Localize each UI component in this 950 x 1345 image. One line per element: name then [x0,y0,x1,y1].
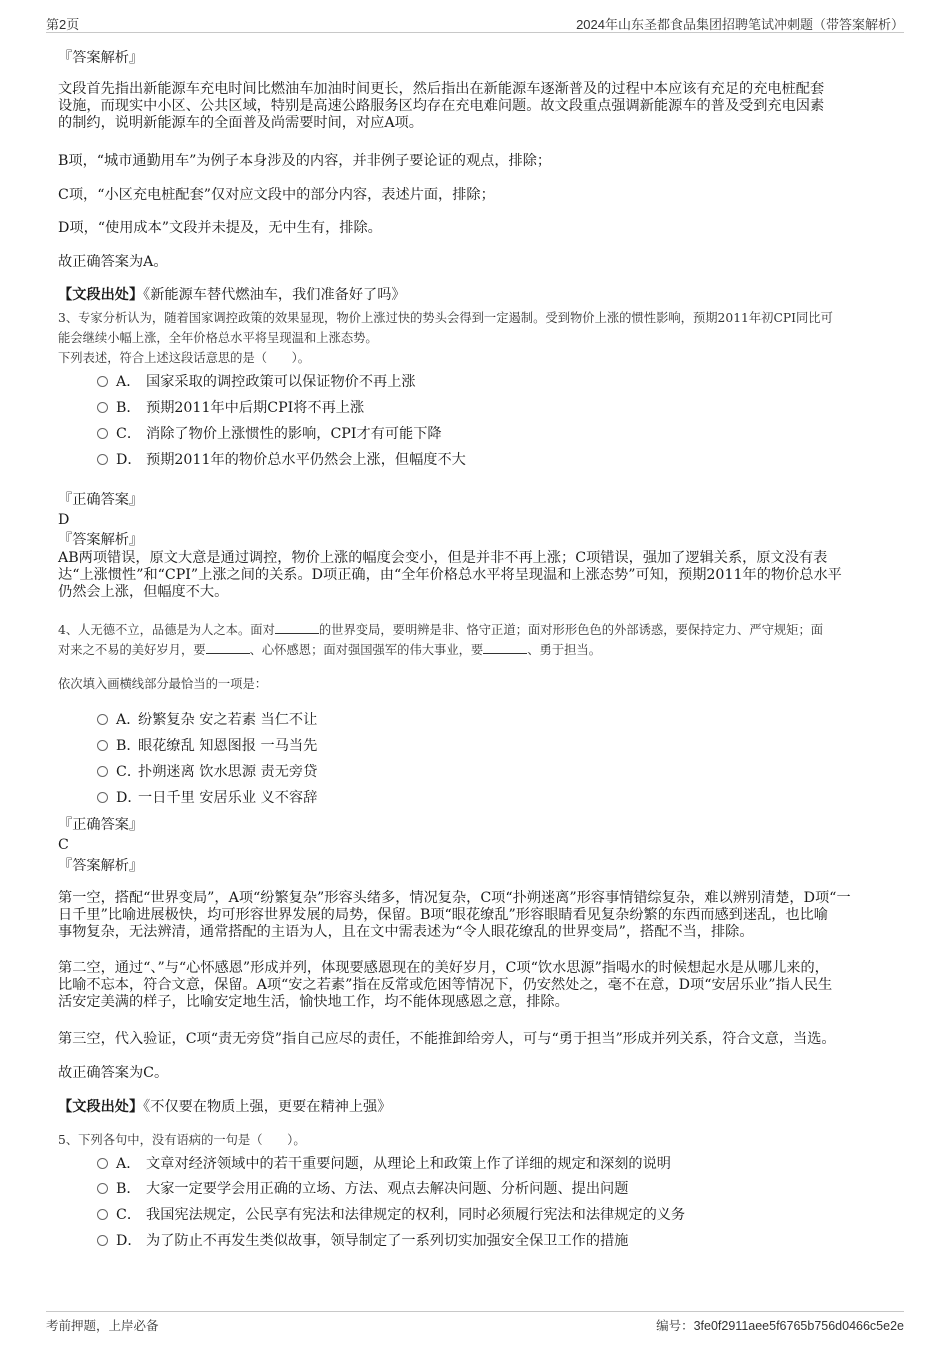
q3-option-d[interactable]: D． 预期2011年的物价总水平仍然会上涨，但幅度不大 [97,451,466,469]
q4-source-text: 《不仅要在物质上强，更要在精神上强》 [143,1099,392,1115]
q4-answer-label: 『正确答案』 [58,817,144,833]
q2-analysis-line: 文段首先指出新能源车充电时间比燃油车加油时间更长，然后指出在新能源车逐渐普及的过程中本应该有充足的充电桩配套 [58,81,825,97]
q4-source [58,1097,391,1117]
q4-instruction: 依次填入画横线部分最恰当的一项是： [58,677,268,691]
radio-icon[interactable] [97,1158,108,1169]
q2-analysis-line: 设施，而现实中小区、公共区域，特别是高速公路服务区均存在充电难问题。故文段重点强调新能源车的普及受到充电因素 [58,98,825,114]
radio-icon[interactable] [97,376,108,387]
q2-option-c-analysis: C项，“小区充电桩配套”仅对应文段中的部分内容，表述片面，排除； [58,187,495,203]
q3-analysis-label: 『答案解析』 [58,532,144,548]
q5-option-c[interactable]: C． 我国宪法规定，公民享有宪法和法律规定的权利，同时必须履行宪法和法律规定的义务 [97,1206,685,1224]
q5-option-d[interactable]: D． 为了防止不再发生类似故事，领导制定了一系列切实加强安全保卫工作的措施 [97,1232,628,1250]
page-header [46,12,904,33]
fill-blank [206,641,250,654]
q3-stem-line: 3、专家分析认为，随着国家调控政策的效果显现，物价上涨过快的势头会得到一定遏制。受到物价上涨的惯性影响，预期2011年初CPI同比可 [58,311,833,325]
q3-option-a[interactable]: A． 国家采取的调控政策可以保证物价不再上涨 [97,373,416,391]
radio-icon[interactable] [97,766,108,777]
q3-answer: D [58,512,70,528]
q4-analysis-paragraph-1: 第一空，搭配“世界变局”，A项“纷繁复杂”形容头绪多，情况复杂，C项“扑朔迷离”形容事情错综复杂，难以辨别清楚，D项“一 日千里”比喻进展极快，均可形容世界发展的局势，保留。B项“眼花缭乱”形容眼睛看见复杂纷繁的东西而感到迷乱，也比喻 事物复杂，无法辨清，通常搭配的主语为人，且在文中需表述为“令人眼花缭乱的世界变局”，搭配不当，排除。 [58,890,851,940]
q2-analysis-line: 的制约，说明新能源车的全面普及尚需要时间，对应A项。 [58,115,423,131]
q3-answer-label: 『正确答案』 [58,492,144,508]
q3-analysis-line: 达“上涨惯性”和“CPI”上涨之间的关系。D项正确，由“全年价格总水平将呈现温和上涨态势”可知，预期2011年的物价总水平 [58,567,842,583]
q4-source-label: 【文段出处】 [58,1099,144,1115]
radio-icon[interactable] [97,428,108,439]
page-footer [46,1311,904,1336]
radio-icon[interactable] [97,1235,108,1246]
q4-stem-line-2: 对来之不易的美好岁月，要 、心怀感恩；面对强国强军的伟大事业，要 、勇于担当。 [58,643,602,657]
q4-option-a[interactable]: A．纷繁复杂 安之若素 当仁不让 [97,711,317,729]
q5-stem: 5、下列各句中，没有语病的一句是（ ）。 [58,1133,306,1147]
q3-stem-line: 下列表述，符合上述这段话意思的是（ ）。 [58,351,311,365]
q5-option-b[interactable]: B． 大家一定要学会用正确的立场、方法、观点去解决问题、分析问题、提出问题 [97,1180,628,1198]
q3-analysis-paragraph [58,550,888,601]
q4-conclusion: 故正确答案为C。 [58,1065,169,1081]
document-title: 2024年山东圣都食品集团招聘笔试冲刺题（带答案解析） [576,17,904,32]
q4-analysis-paragraph-2: 第二空，通过“、”与“心怀感恩”形成并列，体现要感恩现在的美好岁月，C项“饮水思源”指喝水的时候想起水是从哪儿来的， 比喻不忘本，符合文意，保留。A项“安之若素”指在反常或危困等情况下，仍安然处之，毫不在意，D项“安居乐业”指人民生 活安定美满的样子，比喻安定地生活，愉快地工作，均不能体现感恩之意，排除。 [58,960,833,1010]
q3-analysis-line: 仍然会上涨，但幅度不大。 [58,584,229,600]
q2-conclusion: 故正确答案为A。 [58,254,168,270]
q5-option-a[interactable]: A． 文章对经济领域中的若干重要问题，从理论上和政策上作了详细的规定和深刻的说明 [97,1155,671,1173]
q3-option-b[interactable]: B． 预期2011年中后期CPI将不再上涨 [97,399,364,417]
radio-icon[interactable] [97,454,108,465]
q3-stem-line: 能会继续小幅上涨，全年价格总水平将呈现温和上涨态势。 [58,331,378,345]
q4-option-c[interactable]: C．扑朔迷离 饮水思源 责无旁贷 [97,763,317,781]
q2-option-b-analysis: B项，“城市通勤用车”为例子本身涉及的内容，并非例子要论证的观点，排除； [58,153,552,169]
q4-answer: C [58,837,69,853]
q4-stem-line-1: 4、人无德不立，品德是为人之本。面对 的世界变局，要明辨是非、恪守正道；面对形形色色的外部诱惑，要保持定力、严守规矩；面 [58,623,824,637]
q2-analysis-paragraph [58,81,888,132]
q4-analysis-label: 『答案解析』 [58,858,144,874]
radio-icon[interactable] [97,402,108,413]
q2-source-text: 《新能源车替代燃油车，我们准备好了吗》 [143,287,406,303]
q2-source-label: 【文段出处】 [58,287,144,303]
fill-blank [483,641,527,654]
fill-blank [275,621,319,634]
q2-option-d-analysis: D项，“使用成本”文段并未提及，无中生有，排除。 [58,220,382,236]
radio-icon[interactable] [97,1183,108,1194]
radio-icon[interactable] [97,1209,108,1220]
q4-option-d[interactable]: D．一日千里 安居乐业 义不容辞 [97,789,317,807]
q3-option-c[interactable]: C． 消除了物价上涨惯性的影响，CPI才有可能下降 [97,425,442,443]
radio-icon[interactable] [97,740,108,751]
radio-icon[interactable] [97,714,108,725]
page-number: 第2页 [46,17,80,32]
document-id: 编号：3fe0f2911aee5f6765b756d0466c5e2e [656,1319,904,1333]
q3-analysis-line: AB两项错误，原文大意是通过调控，物价上涨的幅度会变小，但是并非不再上涨；C项错误，强加了逻辑关系，原文没有表 [58,550,828,566]
footer-slogan: 考前押题，上岸必备 [46,1318,159,1333]
q4-analysis-paragraph-3: 第三空，代入验证，C项“责无旁贷”指自己应尽的责任，不能推卸给旁人，可与“勇于担当”形成并列关系，符合文意，当选。 [58,1031,836,1047]
q4-option-b[interactable]: B．眼花缭乱 知恩图报 一马当先 [97,737,317,755]
radio-icon[interactable] [97,792,108,803]
q2-source [58,285,406,305]
q2-analysis-label: 『答案解析』 [58,50,144,66]
